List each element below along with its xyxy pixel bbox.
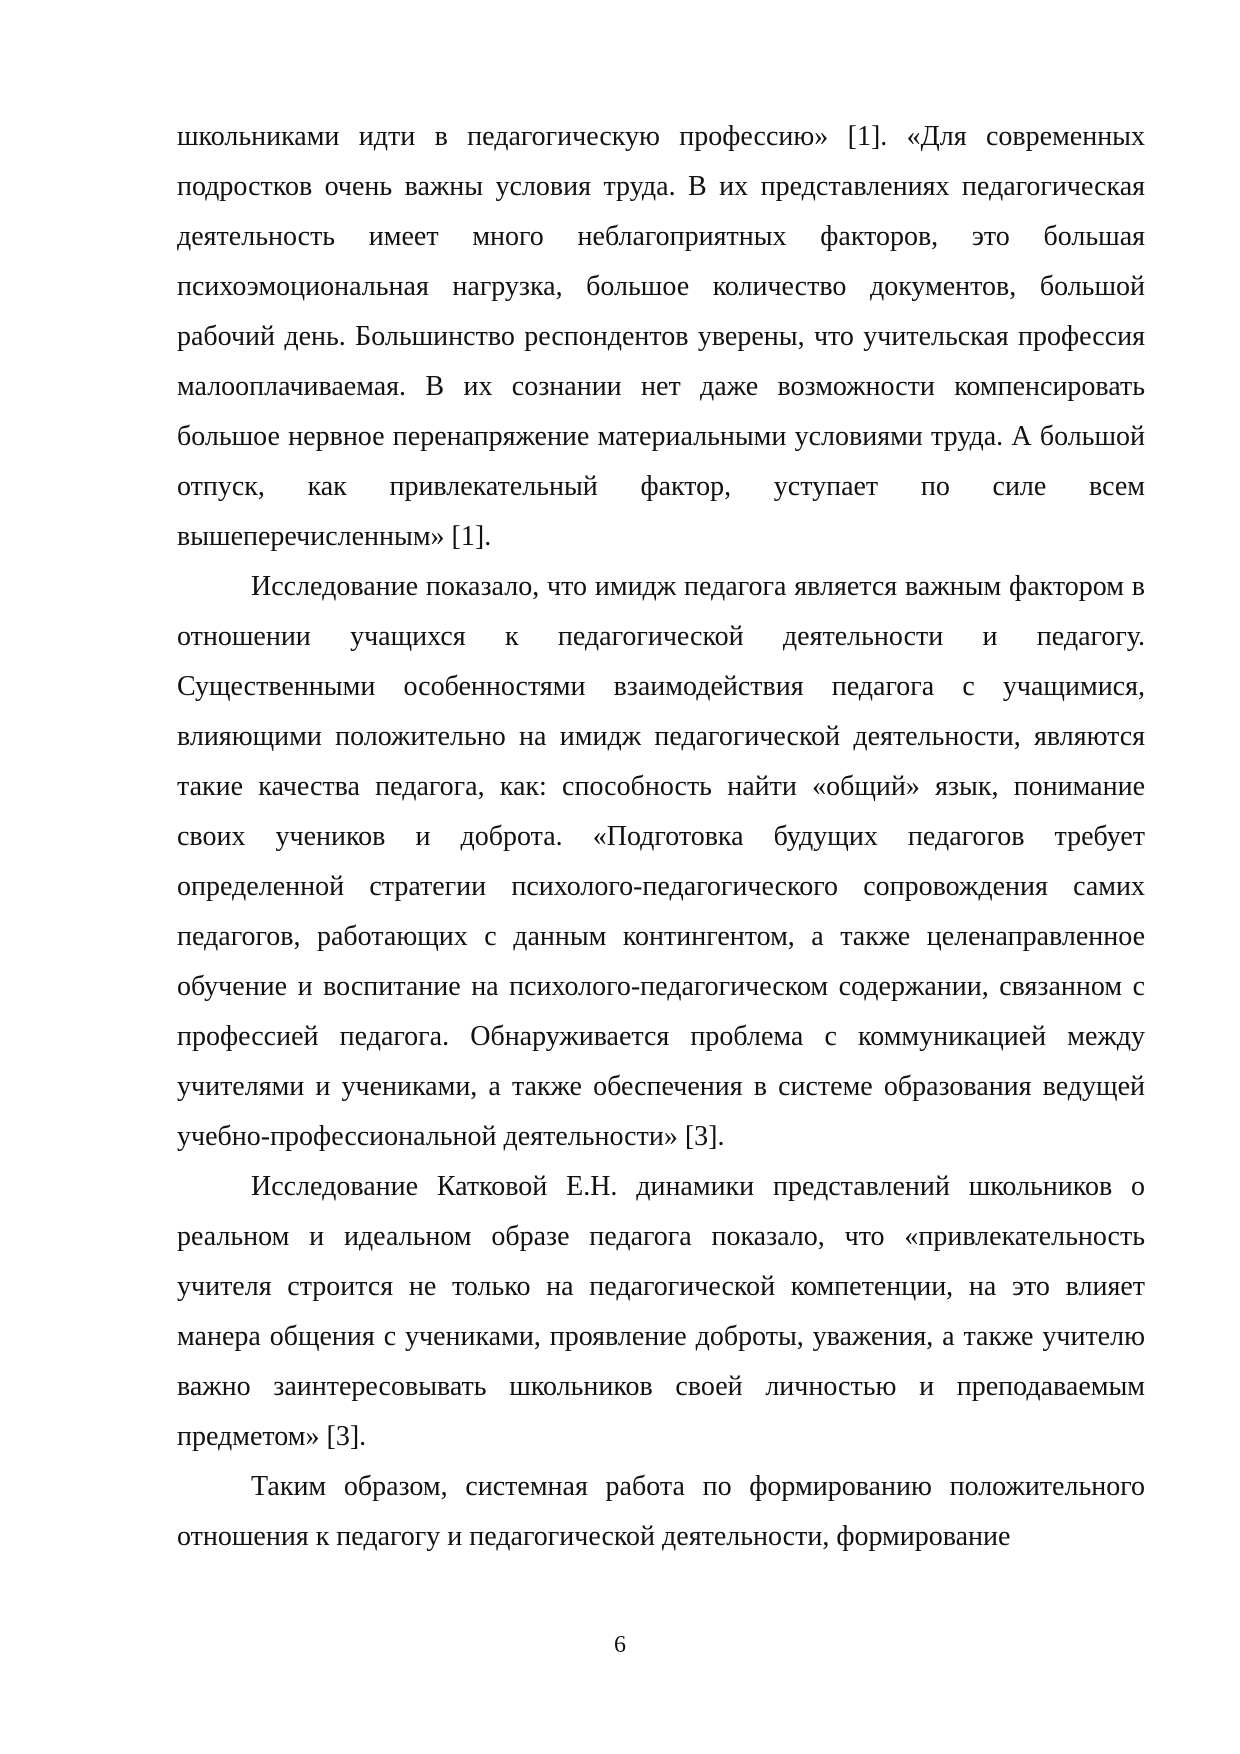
paragraph-conclusion: Таким образом, системная работа по формированию положительного отношения к педагогу и педагогической деятельности, формирование <box>177 1471 1145 1552</box>
paragraph-continuation: школьниками идти в педагогическую профессию» [1]. «Для современных подростков очень важны условия труда. В их представлениях педагогическая деятельность имеет много неблагоприятных факторов, это большая психоэмоциональная нагрузка, большое количество документов, большой рабочий день. Большинство респондентов уверены, что учительская профессия малооплачиваемая. В их сознании нет даже возможности компенсировать большое нервное перенапряжение материальными условиями труда. А большой отпуск, как привлекательный фактор, уступает по силе всем вышеперечисленным» [1]. <box>177 121 1145 552</box>
paragraph-image-study: Исследование показало, что имидж педагога является важным фактором в отношении учащихся к педагогической деятельности и педагогу. Существенными особенностями взаимодействия педагога с учащимися, влияющими положительно на имидж педагогической деятельности, являются такие качества педагога, как: способность найти «общий» язык, понимание своих учеников и доброта. «Подготовка будущих педагогов требует определенной стратегии психолого-педагогического сопровождения самих педагогов, работающих с данным контингентом, а также целенаправленное обучение и воспитание на психолого-педагогическом содержании, связанном с профессией педагога. Обнаруживается проблема с коммуникацией между учителями и учениками, а также обеспечения в системе образования ведущей учебно-профессиональной деятельности» [3]. <box>177 571 1145 1152</box>
body-text <box>177 112 1145 1562</box>
paragraph-katkova-study: Исследование Катковой Е.Н. динамики представлений школьников о реальном и идеальном образе педагога показало, что «привлекательность учителя строится не только на педагогической компетенции, на это влияет манера общения с учениками, проявление доброты, уважения, а также учителю важно заинтересовывать школьников своей личностью и преподаваемым предметом» [3]. <box>177 1171 1145 1452</box>
page-number: 6 <box>614 1632 626 1658</box>
